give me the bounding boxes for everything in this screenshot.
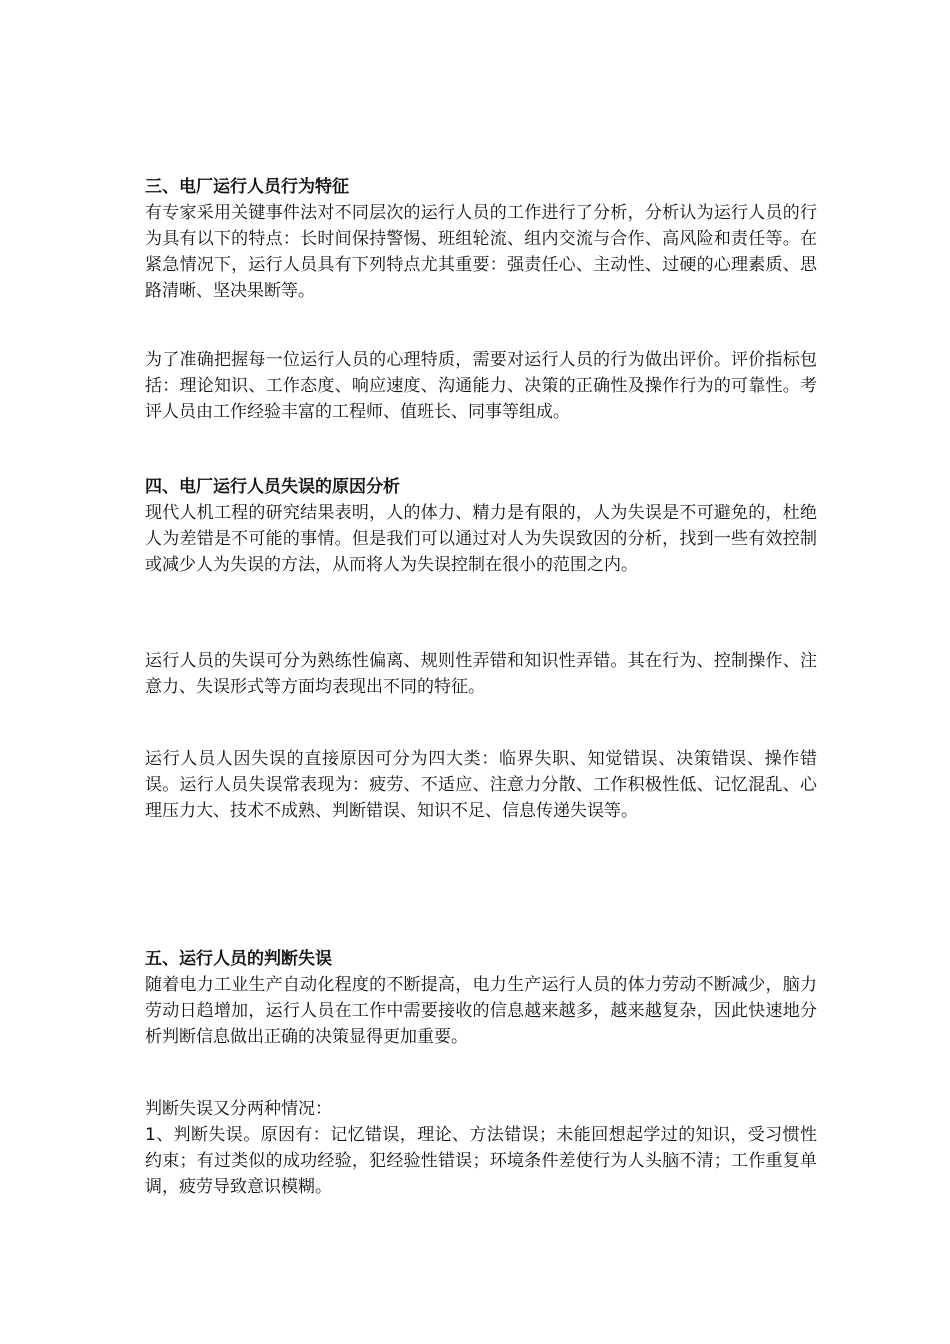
paragraph: 运行人员人因失误的直接原因可分为四大类：临界失职、知觉错误、决策错误、操作错误。运行人员失误常表现为：疲劳、不适应、注意力分散、工作积极性低、记忆混乱、心理压力大、技术不成熟、判断错误、知识不足、信息传递失误等。 (145, 749, 817, 821)
paragraph: 有专家采用关键事件法对不同层次的运行人员的工作进行了分析，分析认为运行人员的行为具有以下的特点：长时间保持警惕、班组轮流、组内交流与合作、高风险和责任等。在紧急情况下，运行人员具有下列特点尤其重要：强责任心、主动性、过硬的心理素质、思路清晰、坚决果断等。 (145, 203, 817, 301)
section-heading: 五、运行人员的判断失误 (145, 949, 332, 969)
paragraph: 随着电力工业生产自动化程度的不断提高，电力生产运行人员的体力劳动不断减少，脑力劳动日趋增加，运行人员在工作中需要接收的信息越来越多，越来越复杂，因此快速地分析判断信息做出正确的决策显得更加重要。 (145, 975, 817, 1047)
paragraph: 判断失误又分两种情况： (145, 1099, 332, 1119)
section-heading: 三、电厂运行人员行为特征 (145, 177, 349, 197)
section-3-paragraph-2 (145, 347, 817, 425)
list-item: 1、判断失误。原因有：记忆错误，理论、方法错误；未能回想起学过的知识，受习惯性约束；有过类似的成功经验，犯经验性错误；环境条件差使行为人头脑不清；工作重复单调，疲劳导致意识模糊。 (145, 1125, 817, 1197)
paragraph: 现代人机工程的研究结果表明，人的体力、精力是有限的，人为失误是不可避免的，杜绝人为差错是不可能的事情。但是我们可以通过对人为失误致因的分析，找到一些有效控制或减少人为失误的方法，从而将人为失误控制在很小的范围之内。 (145, 503, 817, 575)
section-4-paragraph-3 (145, 746, 817, 824)
paragraph: 为了准确把握每一位运行人员的心理特质，需要对运行人员的行为做出评价。评价指标包括：理论知识、工作态度、响应速度、沟通能力、决策的正确性及操作行为的可靠性。考评人员由工作经验丰富的工程师、值班长、同事等组成。 (145, 350, 817, 422)
section-5-list (145, 1096, 817, 1200)
paragraph: 运行人员的失误可分为熟练性偏离、规则性弄错和知识性弄错。其在行为、控制操作、注意力、失误形式等方面均表现出不同的特征。 (145, 651, 817, 697)
section-4-paragraph-2 (145, 648, 817, 700)
section-3 (145, 174, 817, 304)
section-4 (145, 474, 817, 578)
section-5 (145, 946, 817, 1050)
section-heading: 四、电厂运行人员失误的原因分析 (145, 477, 400, 497)
